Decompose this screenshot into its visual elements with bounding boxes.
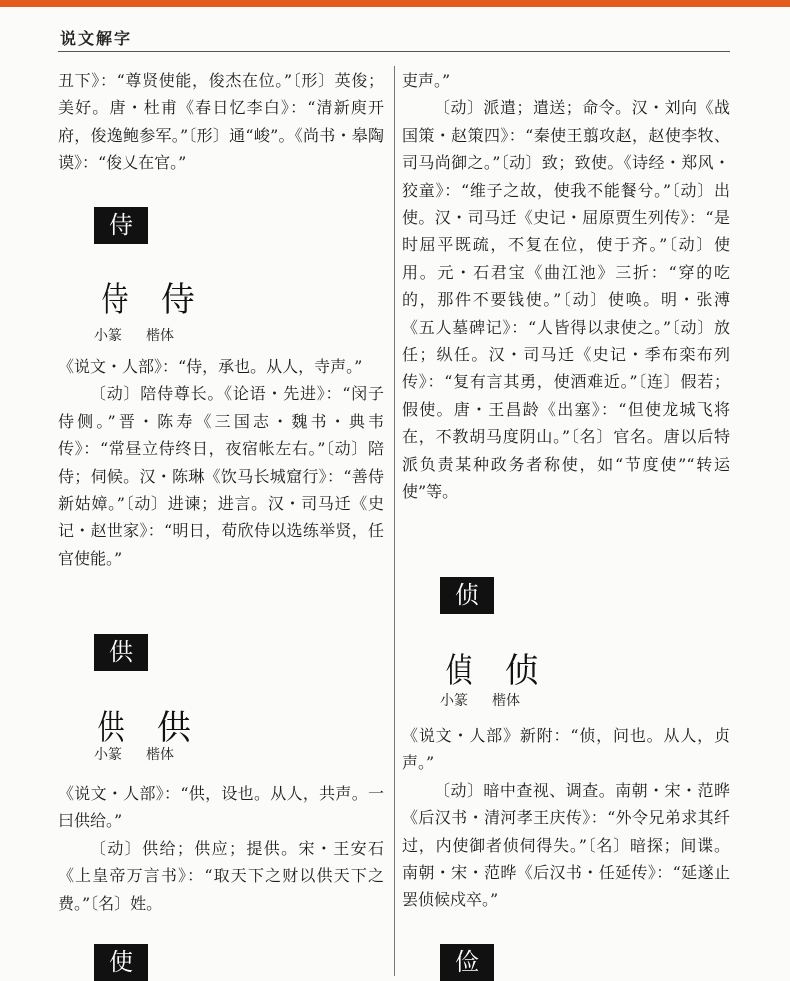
entry-body-zhen [402, 722, 730, 914]
glyph-caption-zhen [440, 690, 544, 710]
left-intro-paragraph: 丑下》：“尊贤使能，俊杰在位。”〔形〕英俊；美好。唐・杜甫《春日忆李白》：“清新庾开府，俊逸鲍参军。”〔形〕通“峻”。《尚书・皋陶谟》：“俊乂在官。” [58, 71, 384, 173]
glyph-caption-shi [94, 325, 198, 345]
header-rule [58, 51, 730, 52]
page-header-title: 说文解字 [60, 29, 133, 48]
definition-paragraph: 《说文・人部》：“侍，承也。从人，寺声。” [58, 357, 363, 376]
seal-script-glyph: 供 [97, 708, 125, 748]
entry-body-gong [58, 780, 384, 917]
usage-paragraph: 〔动〕陪侍尊长。《论语・先进》：“闵子侍侧。”晋・陈寿《三国志・魏书・典韦传》：“常昼立侍终日，夜宿帐左右。”〔动〕陪侍；伺候。汉・陈琳《饮马长城窟行》：“善侍新姑嫜。”〔动〕进谏；进言。汉・司马迁《史记・赵世家》：“明日，荀欣侍以选练举贤，任官使能。” [58, 384, 384, 568]
definition-paragraph: 《说文・人部》新附：“侦，问也。从人，贞声。” [402, 726, 730, 773]
kai-label: 楷体 [492, 693, 520, 709]
seal-label: 小篆 [94, 747, 122, 763]
column-divider [394, 66, 395, 976]
right-column-body [402, 67, 730, 506]
entry-head-gong: 供 [94, 634, 148, 671]
glyph-caption-gong [94, 744, 198, 764]
entry-head-jian: 俭 [440, 944, 494, 981]
seal-script-glyph: 侍 [101, 280, 129, 320]
entry-head-shi2: 使 [94, 944, 148, 981]
top-accent-bar [0, 0, 790, 7]
seal-label: 小篆 [94, 328, 122, 344]
entry-body-shi [58, 353, 384, 572]
kai-script-glyph: 侍 [160, 280, 195, 320]
kai-label: 楷体 [146, 747, 174, 763]
seal-label: 小篆 [440, 693, 468, 709]
usage-paragraph: 〔动〕暗中查视、调查。南朝・宋・范晔《后汉书・清河孝王庆传》：“外令兄弟求其纤过，内使御者侦伺得失。”〔名〕暗探；间谍。南朝・宋・范晔《后汉书・任延传》：“延遂止罢侦候戍卒。” [402, 780, 730, 910]
usage-paragraph: 〔动〕供给；供应；提供。宋・王安石《上皇帝万言书》：“取天下之财以供天下之费。”〔名〕姓。 [58, 838, 384, 913]
kai-script-glyph: 侦 [504, 651, 539, 691]
kai-label: 楷体 [146, 328, 174, 344]
glyph-pair-gong [94, 700, 191, 749]
usage-paragraph: 〔动〕派遣；遣送；命令。汉・刘向《战国策・赵策四》：“秦使王翦攻赵，赵使李牧、司马尚御之。”〔动〕致；致使。《诗经・郑风・狡童》：“维子之故，使我不能餐兮。”〔动〕出使。汉・司马迁《史记・屈原贾生列传》：“是时屈平既疏，不复在位，使于齐。”〔动〕使用。元・石君宝《曲江池》三折：“穿的吃的，那件不要钱使。”〔动〕使唤。明・张溥《五人墓碑记》：“人皆得以隶使之。”〔动〕放任；纵任。汉・司马迁《史记・季布栾布列传》：“复有言其勇，使酒难近。”〔连〕假若；假使。唐・王昌龄《出塞》：“但使龙城飞将在，不教胡马度阴山。”〔名〕官名。唐以后特派负责某种政务者称使，如“节度使”“转运使”等。 [402, 98, 730, 502]
left-column-intro [58, 67, 384, 177]
right-intro-paragraph: 吏声。” [402, 71, 451, 90]
kai-script-glyph: 供 [156, 708, 191, 748]
entry-head-zhen: 侦 [440, 577, 494, 614]
seal-script-glyph: 偵 [445, 651, 473, 691]
entry-head-shi: 侍 [94, 207, 148, 244]
glyph-pair-zhen [442, 643, 539, 692]
definition-paragraph: 《说文・人部》：“供，设也。从人，共声。一曰供给。” [58, 784, 384, 831]
glyph-pair-shi [98, 272, 195, 321]
